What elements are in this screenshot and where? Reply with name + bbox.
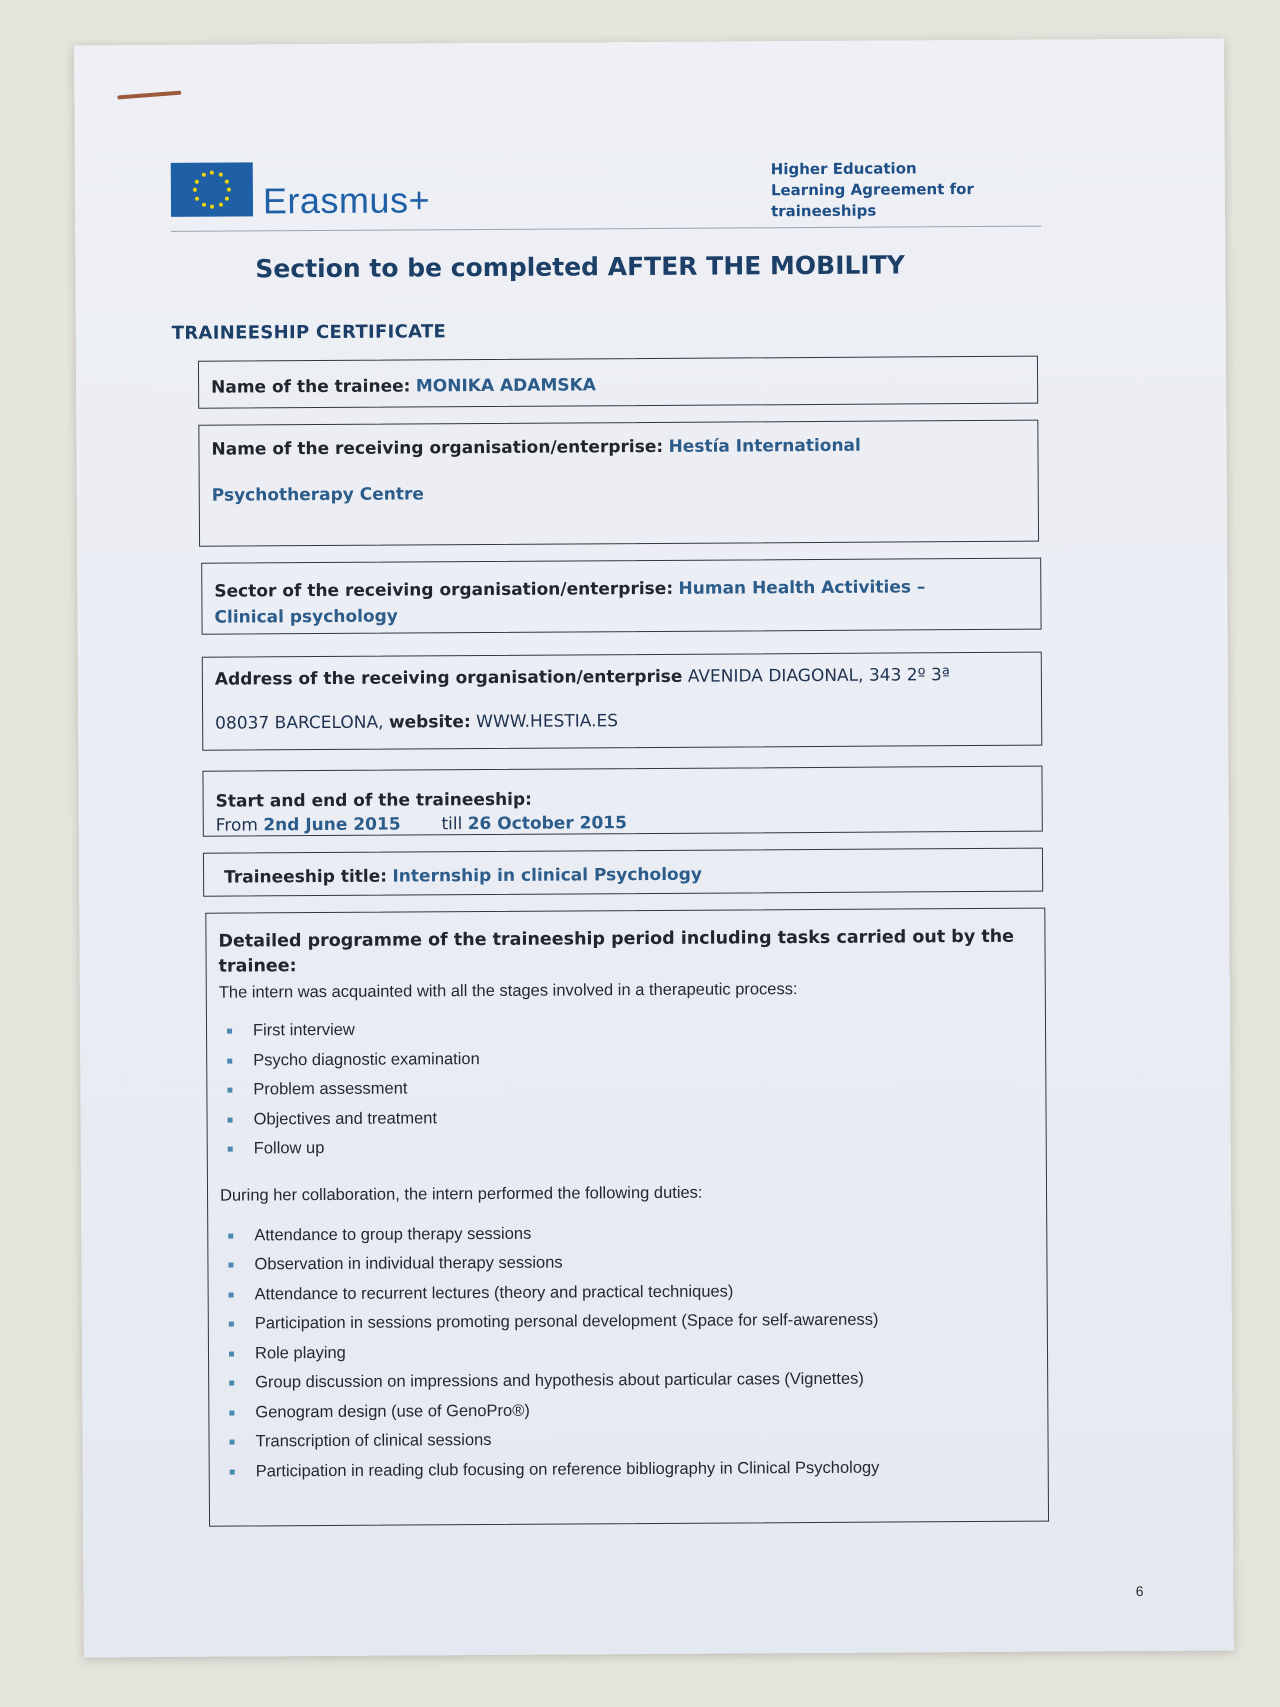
bullet-icon [229, 1381, 234, 1386]
bullet-icon [229, 1322, 234, 1327]
sector-value-line2: Clinical psychology [214, 606, 398, 628]
list-item: Transcription of clinical sessions [229, 1423, 1035, 1457]
bullet-icon [228, 1147, 233, 1152]
bullet-icon [227, 1029, 232, 1034]
eu-star-icon [195, 196, 199, 200]
receiving-org-box [198, 420, 1039, 547]
certificate-title: TRAINEESHIP CERTIFICATE [171, 321, 447, 344]
address-value-line1: AVENIDA DIAGONAL, 343 2º 3ª [687, 665, 950, 687]
title-label: Traineeship title: [224, 866, 388, 888]
list-item: First interview [227, 1012, 1033, 1046]
eu-star-icon [193, 188, 197, 192]
staple-mark [117, 91, 181, 100]
list-item: Role playing [229, 1334, 1035, 1368]
title-value: Internship in clinical Psychology [392, 864, 703, 887]
org-value-line2: Psychotherapy Centre [211, 484, 424, 506]
eu-star-icon [225, 196, 229, 200]
eu-star-icon [210, 171, 214, 175]
eu-star-icon [218, 173, 222, 177]
bullet-icon [228, 1233, 233, 1238]
list-item: Genogram design (use of GenoPro®) [229, 1393, 1035, 1427]
document-header [171, 128, 1042, 232]
doc-type-line: traineeships [770, 201, 877, 221]
stages-list [219, 1012, 1034, 1164]
duties-intro: During her collaboration, the intern performed the following duties: [219, 1183, 703, 1205]
document-type [771, 158, 1011, 222]
eu-star-icon [201, 202, 205, 206]
list-item: Participation in sessions promoting personal development (Space for self-awareness) [229, 1305, 1035, 1339]
list-item: Participation in reading club focusing on reference bibliography in Clinical Psychology [230, 1452, 1036, 1486]
till-value: 26 October 2015 [467, 813, 627, 835]
trainee-label: Name of the trainee: [211, 376, 411, 398]
traineeship-title-box [203, 848, 1043, 897]
eu-star-icon [210, 205, 214, 209]
eu-star-icon [218, 202, 222, 206]
from-value: 2nd June 2015 [263, 814, 401, 836]
bullet-icon [230, 1469, 235, 1474]
list-item: Observation in individual therapy sessions [228, 1246, 1034, 1280]
section-title: Section to be completed AFTER THE MOBILITY [255, 250, 905, 284]
list-item: Attendance to recurrent lectures (theory and practical techniques) [229, 1275, 1035, 1309]
bullet-icon [229, 1410, 234, 1415]
traineeship-dates-box [202, 766, 1042, 837]
address-box [202, 652, 1043, 751]
document-page [74, 38, 1234, 1657]
programme-box [205, 908, 1049, 1527]
eu-flag-icon [171, 162, 253, 216]
bullet-icon [229, 1351, 234, 1356]
sector-value-line1: Human Health Activities – [678, 577, 926, 599]
page-number: 6 [1135, 1583, 1144, 1600]
list-item: Follow up [228, 1130, 1034, 1164]
eu-star-icon [225, 179, 229, 183]
address-label: Address of the receiving organisation/enterprise [214, 666, 683, 690]
org-value-line1: Hestía International [668, 435, 861, 457]
trainee-name-box [198, 356, 1038, 409]
bullet-icon [227, 1058, 232, 1063]
trainee-value: MONIKA ADAMSKA [415, 375, 596, 397]
duties-list [220, 1216, 1036, 1486]
website-label: website: [388, 712, 471, 733]
website-value: WWW.HESTIA.ES [476, 711, 619, 733]
list-item: Attendance to group therapy sessions [228, 1216, 1034, 1250]
dates-label: Start and end of the traineeship: [215, 789, 533, 812]
doc-type-line: Learning Agreement for [770, 180, 974, 200]
programme-heading: Detailed programme of the traineeship period including tasks carried out by the trainee: [218, 926, 1015, 977]
bullet-icon [228, 1263, 233, 1268]
list-item: Group discussion on impressions and hypothesis about particular cases (Vignettes) [229, 1364, 1035, 1398]
bullet-icon [229, 1292, 234, 1297]
org-label: Name of the receiving organisation/enterprise: [211, 436, 664, 460]
eu-star-icon [201, 173, 205, 177]
bullet-icon [227, 1088, 232, 1093]
bullet-icon [230, 1440, 235, 1445]
bullet-icon [228, 1117, 233, 1122]
from-label: From [215, 815, 258, 836]
doc-type-line: Higher Education [770, 159, 917, 179]
eu-star-icon [195, 179, 199, 183]
programme-intro: The intern was acquainted with all the stages involved in a therapeutic process: [218, 980, 798, 1002]
till-label: till [441, 814, 463, 835]
eu-star-icon [227, 188, 231, 192]
sector-box [201, 558, 1041, 635]
sector-label: Sector of the receiving organisation/enterprise: [214, 578, 674, 602]
erasmus-logo-text: Erasmus+ [262, 179, 431, 222]
address-value-line2: 08037 BARCELONA, [215, 712, 384, 734]
list-item: Psycho diagnostic examination [227, 1041, 1033, 1075]
list-item: Problem assessment [227, 1071, 1033, 1105]
list-item: Objectives and treatment [227, 1100, 1033, 1134]
